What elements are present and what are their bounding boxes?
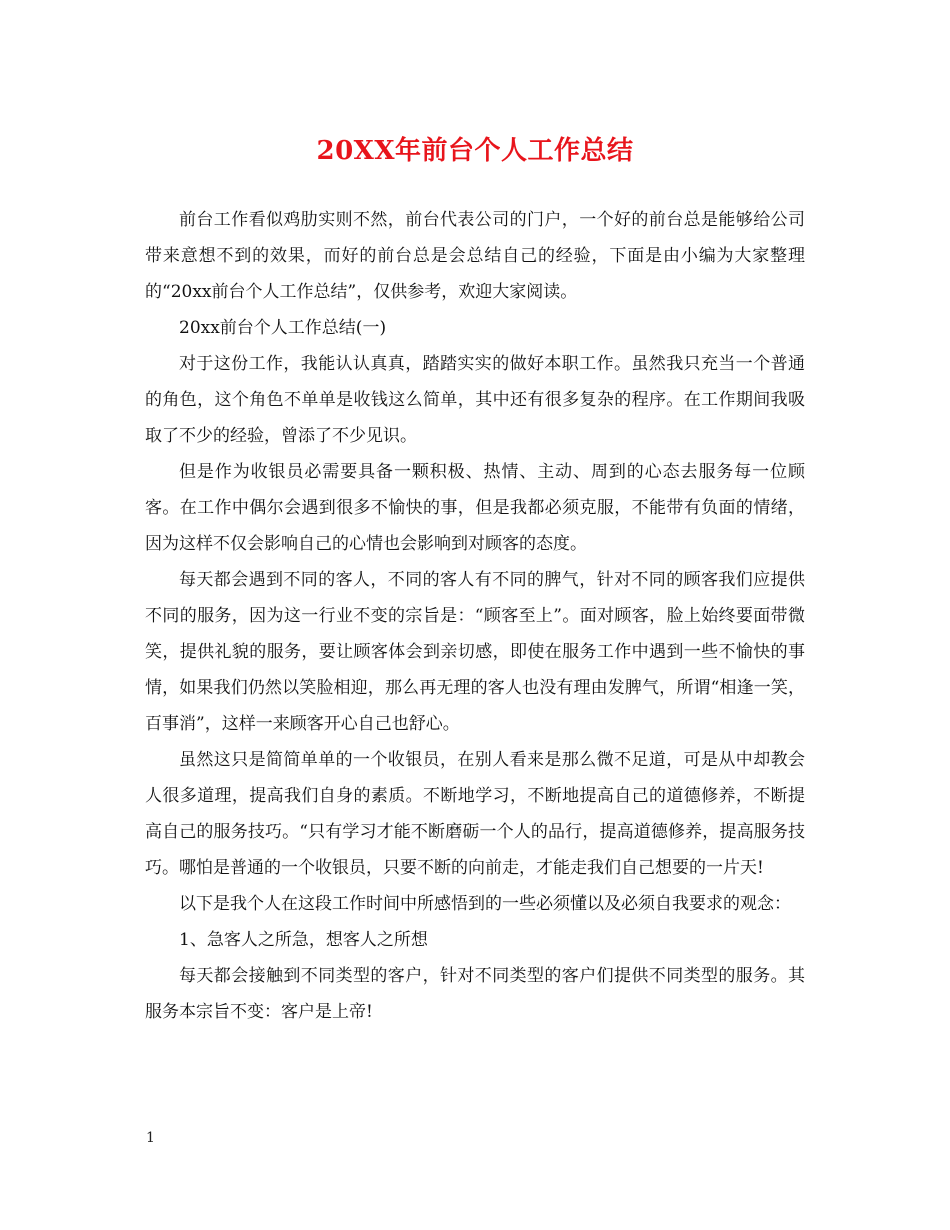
section-heading: 20xx前台个人工作总结(一): [179, 318, 387, 338]
paragraph: 每天都会接触到不同类型的客户，针对不同类型的客户们提供不同类型的服务。其服务本宗旨不变：客户是上帝!: [145, 966, 805, 1022]
list-heading: 1、急客人之所急，想客人之所想: [179, 930, 428, 950]
paragraph: 每天都会遇到不同的客人，不同的客人有不同的脾气，针对不同的顾客我们应提供不同的服务，因为这一行业不变的宗旨是：“顾客至上”。面对顾客，脸上始终要面带微笑，提供礼貌的服务，要让顾客体会到亲切感，即使在服务工作中遇到一些不愉快的事情，如果我们仍然以笑脸相迎，那么再无理的客人也没有理由发脾气，所谓“相逢一笑，百事消”，这样一来顾客开心自己也舒心。: [145, 570, 805, 734]
document-body: [145, 202, 805, 1030]
document-title: 20XX年前台个人工作总结: [316, 136, 634, 166]
paragraph: 虽然这只是简简单单的一个收银员，在别人看来是那么微不足道，可是从中却教会人很多道理，提高我们自身的素质。不断地学习，不断地提高自己的道德修养，不断提高自己的服务技巧。“只有学习才能不断磨砺一个人的品行，提高道德修养，提高服务技巧。哪怕是普通的一个收银员，只要不断的向前走，才能走我们自己想要的一片天!: [145, 750, 805, 878]
page-number: 1: [146, 1130, 155, 1146]
paragraph: 对于这份工作，我能认认真真，踏踏实实的做好本职工作。虽然我只充当一个普通的角色，这个角色不单单是收钱这么简单，其中还有很多复杂的程序。在工作期间我吸取了不少的经验，曾添了不少见识。: [145, 354, 805, 446]
paragraph: 以下是我个人在这段工作时间中所感悟到的一些必须懂以及必须自我要求的观念：: [179, 894, 791, 914]
paragraph-intro: 前台工作看似鸡肋实则不然，前台代表公司的门户，一个好的前台总是能够给公司带来意想不到的效果，而好的前台总是会总结自己的经验，下面是由小编为大家整理的“20xx前台个人工作总结”，仅供参考，欢迎大家阅读。: [145, 210, 805, 302]
paragraph: 但是作为收银员必需要具备一颗积极、热情、主动、周到的心态去服务每一位顾客。在工作中偶尔会遇到很多不愉快的事，但是我都必须克服，不能带有负面的情绪，因为这样不仅会影响自己的心情也会影响到对顾客的态度。: [145, 462, 805, 554]
